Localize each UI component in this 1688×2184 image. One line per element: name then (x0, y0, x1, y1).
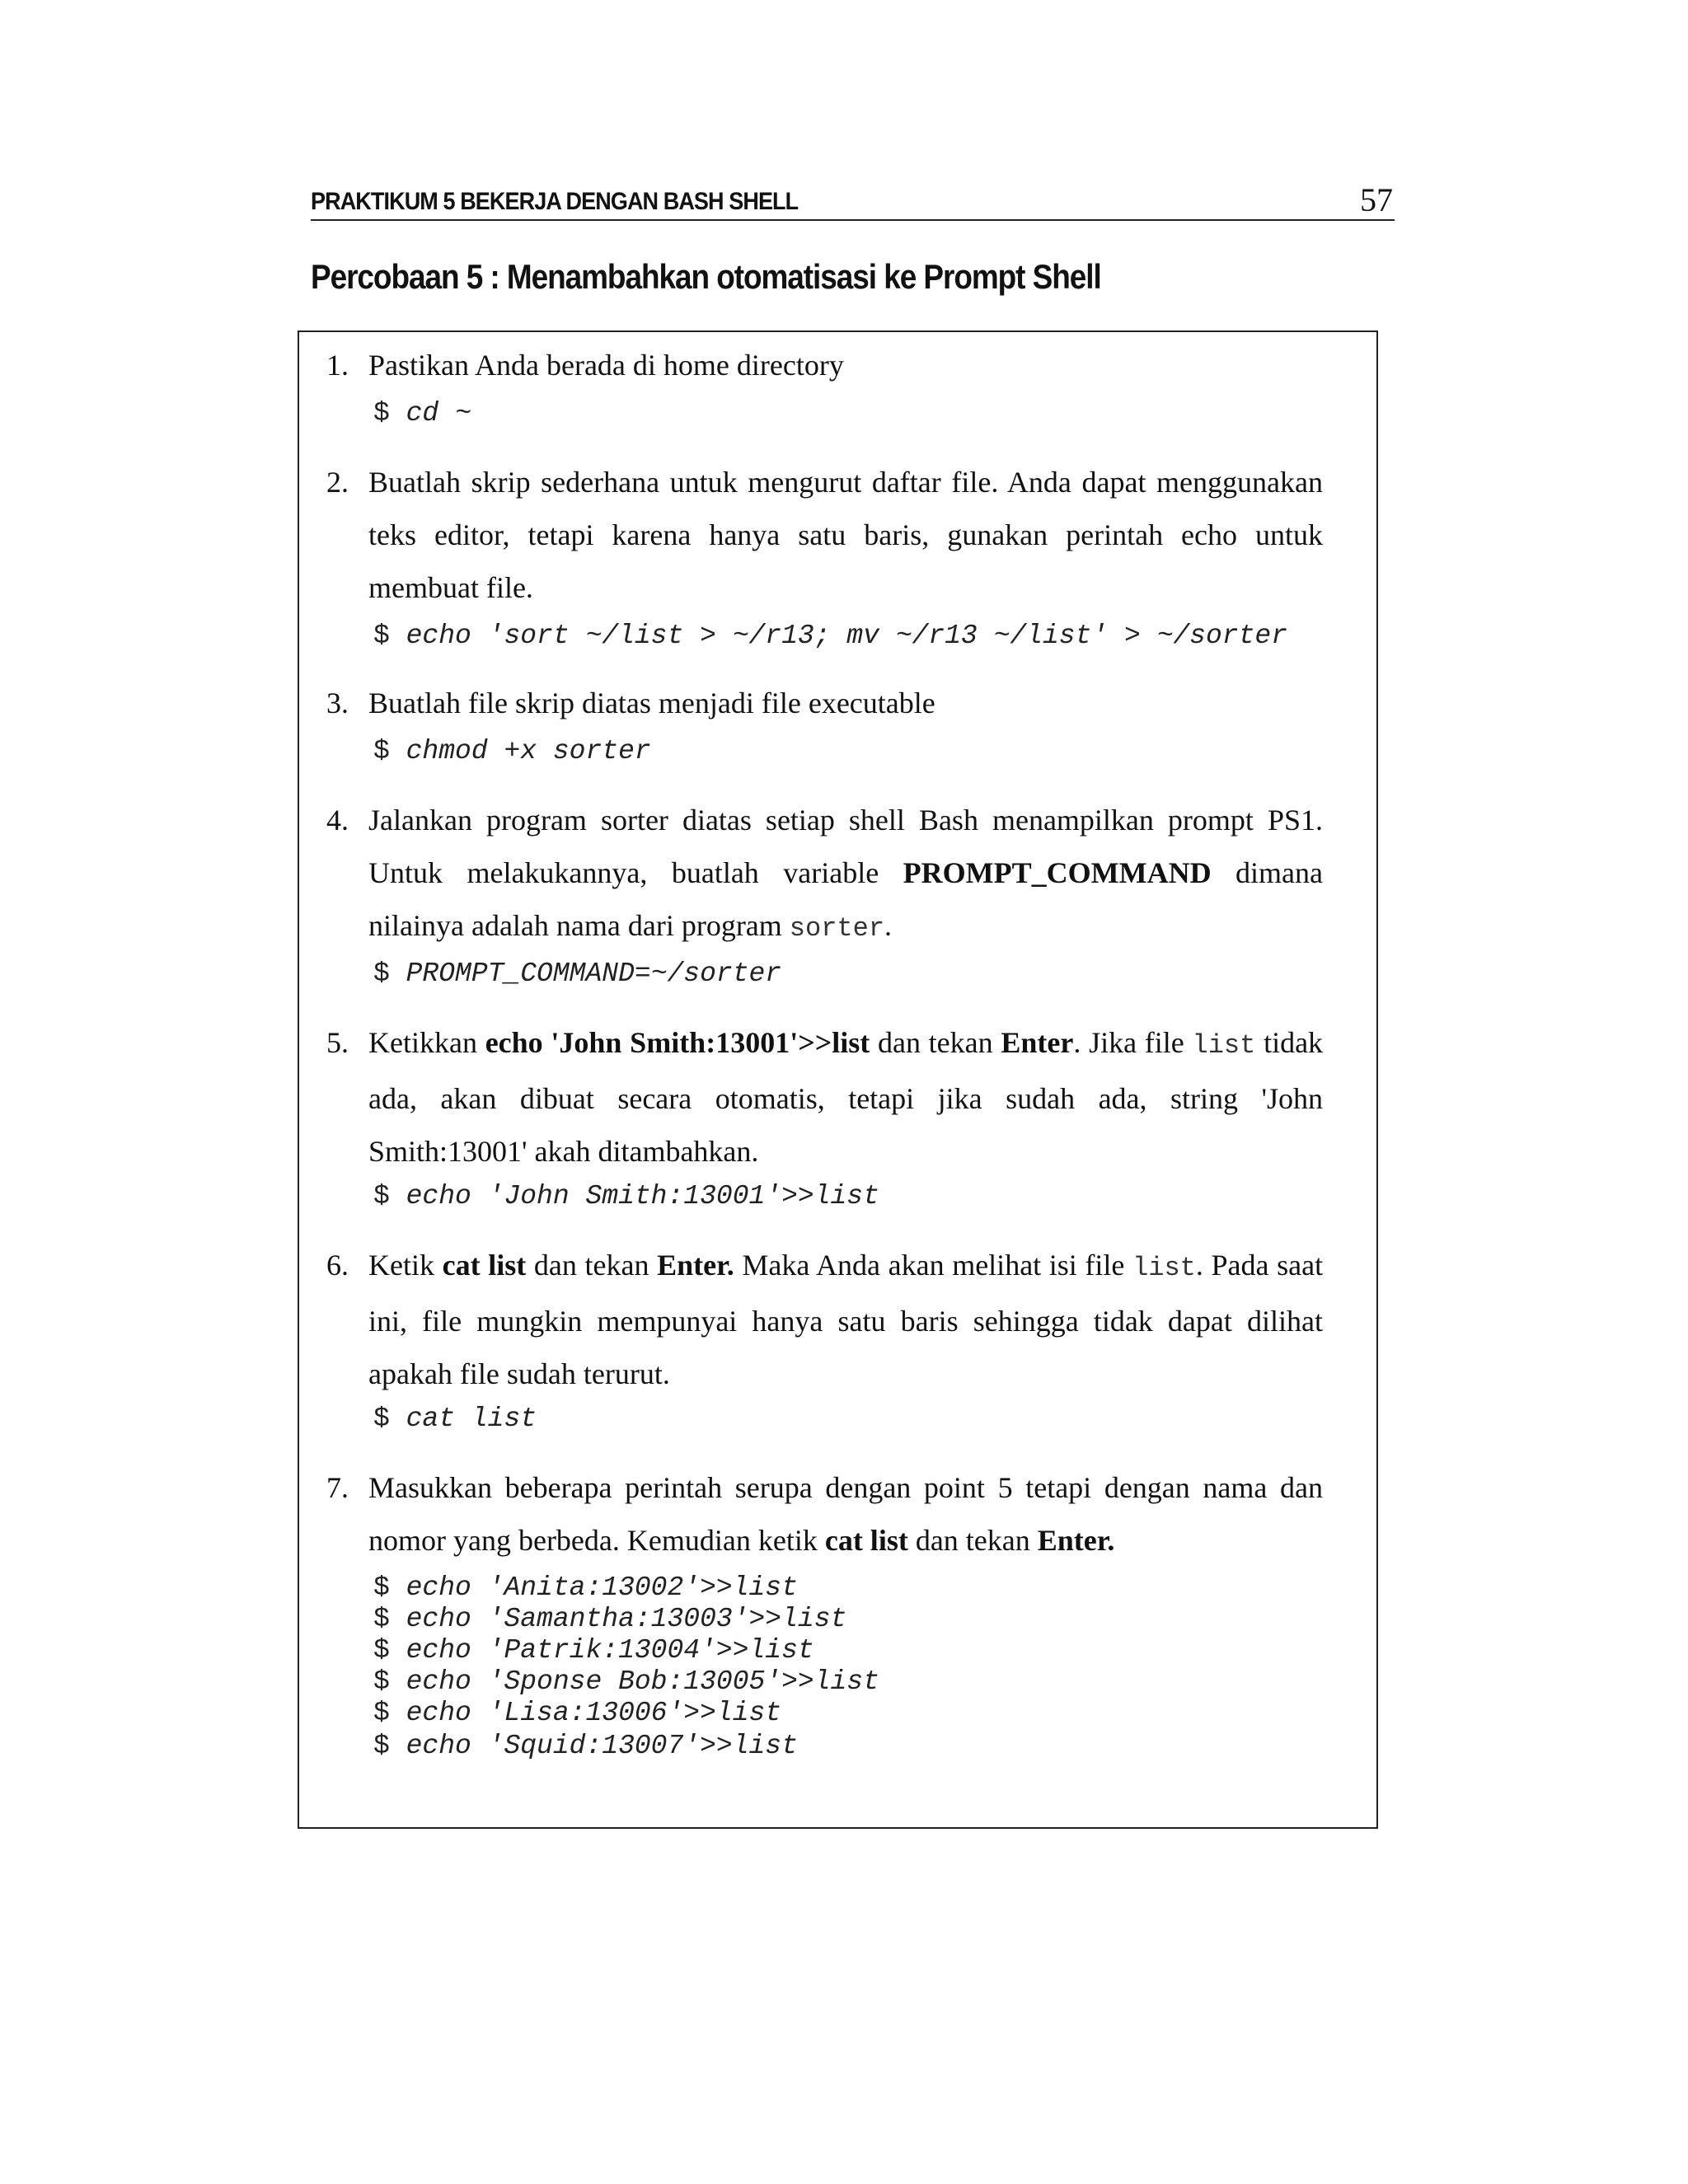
prompt-symbol: $ (373, 736, 390, 766)
bold-run: echo 'John Smith:13001'>>list (485, 1026, 870, 1059)
text-run: . Jika file (1073, 1026, 1184, 1059)
command-text: cd ~ (406, 398, 471, 429)
text-run: dan tekan (915, 1524, 1030, 1557)
prompt-symbol: $ (373, 1666, 390, 1697)
prompt-symbol: $ (373, 1572, 390, 1603)
step-text (368, 1461, 1323, 1567)
command-text: echo 'Samantha:13003'>>list (406, 1604, 847, 1634)
command-line (373, 1181, 879, 1212)
prompt-symbol: $ (373, 1698, 390, 1728)
step-text (368, 1239, 1323, 1400)
bold-run: cat list (442, 1249, 527, 1282)
command-text: chmod +x sorter (406, 736, 651, 766)
command-text: echo 'sort ~/list > ~/r13; mv ~/r13 ~/list' > ~/sorter (406, 621, 1287, 651)
text-run: Ketik (368, 1249, 434, 1282)
command-text: echo 'John Smith:13001'>>list (406, 1181, 879, 1212)
header-title: PRAKTIKUM 5 BEKERJA DENGAN BASH SHELL (311, 188, 799, 215)
step-text: Buatlah file skrip diatas menjadi file executable (368, 687, 935, 719)
command-line (373, 1404, 537, 1435)
inline-code: list (1192, 1030, 1256, 1061)
command-text: echo 'Lisa:13006'>>list (406, 1698, 782, 1728)
prompt-symbol: $ (373, 398, 390, 429)
command-line (373, 736, 651, 767)
command-text: echo 'Anita:13002'>>list (406, 1572, 798, 1603)
step-text: Buatlah skrip sederhana untuk mengurut daftar file. Anda dapat menggunakan teks editor, tetapi karena hanya satu baris, gunakan perintah echo untuk membuat file. (368, 466, 1323, 604)
text-run: Maka Anda akan melihat isi file (734, 1249, 1125, 1282)
step-number: 6. (326, 1249, 349, 1282)
step-text: Pastikan Anda berada di home directory (368, 349, 844, 382)
command-line (373, 958, 781, 990)
bold-run: Enter. (657, 1249, 734, 1282)
text-run: . Pada saat ini, file mungkin mempunyai hanya satu baris sehingga tidak dapat dilihat apakah file sudah terurut. (368, 1249, 1324, 1390)
page-number: 57 (1360, 181, 1393, 218)
prompt-symbol: $ (373, 958, 390, 989)
step-number: 5. (326, 1026, 349, 1059)
command-line (373, 398, 471, 429)
command-line (373, 1635, 814, 1666)
bold-run: Enter (1001, 1026, 1074, 1059)
section-title: Percobaan 5 : Menambahkan otomatisasi ke Prompt Shell (311, 257, 1101, 296)
bold-run: cat list (824, 1524, 908, 1557)
instruction-box (298, 330, 1378, 1829)
prompt-symbol: $ (373, 621, 390, 651)
prompt-symbol: $ (373, 1604, 390, 1634)
inline-code: list (1132, 1253, 1196, 1283)
command-line (373, 1698, 781, 1729)
command-text: cat list (406, 1404, 537, 1434)
running-header (311, 183, 1395, 221)
step-number: 1. (326, 349, 349, 382)
command-line (373, 621, 1287, 652)
text-run: Jalankan program sorter diatas setiap shell Bash menampilkan prompt PS1. Untuk melakukannya, buatlah variable (368, 804, 1323, 889)
prompt-symbol: $ (373, 1731, 390, 1761)
text-run: Masukkan beberapa perintah serupa dengan point 5 tetapi dengan nama dan nomor yang berbeda. Kemudian ketik (368, 1471, 1323, 1557)
prompt-symbol: $ (373, 1635, 390, 1666)
bold-run: Enter. (1037, 1524, 1115, 1557)
step-text (368, 794, 1323, 955)
step-number: 7. (326, 1471, 349, 1504)
text-run: dan tekan (877, 1026, 993, 1059)
command-text: echo 'Patrik:13004'>>list (406, 1635, 814, 1666)
command-text: PROMPT_COMMAND=~/sorter (406, 958, 782, 989)
text-run: tidak ada, akan dibuat secara otomatis, tetapi jika sudah ada, string 'John Smith:13001' akah ditambahkan. (368, 1026, 1324, 1168)
step-text (368, 1016, 1323, 1178)
command-text: echo 'Sponse Bob:13005'>>list (406, 1666, 879, 1697)
text-run: dimana nilainya adalah nama dari program (368, 856, 1324, 942)
command-line (373, 1572, 798, 1604)
command-line (373, 1666, 879, 1698)
inline-code: sorter (789, 913, 885, 944)
command-text: echo 'Squid:13007'>>list (406, 1731, 798, 1761)
step-number: 3. (326, 687, 349, 719)
command-line (373, 1731, 798, 1762)
prompt-symbol: $ (373, 1181, 390, 1212)
text-run: Ketikkan (368, 1026, 477, 1059)
step-number: 4. (326, 804, 349, 837)
bold-run: PROMPT_COMMAND (903, 856, 1212, 889)
text-run: dan tekan (533, 1249, 649, 1282)
step-number: 2. (326, 466, 349, 499)
text-run: . (884, 909, 893, 942)
prompt-symbol: $ (373, 1404, 390, 1434)
command-line (373, 1604, 846, 1635)
